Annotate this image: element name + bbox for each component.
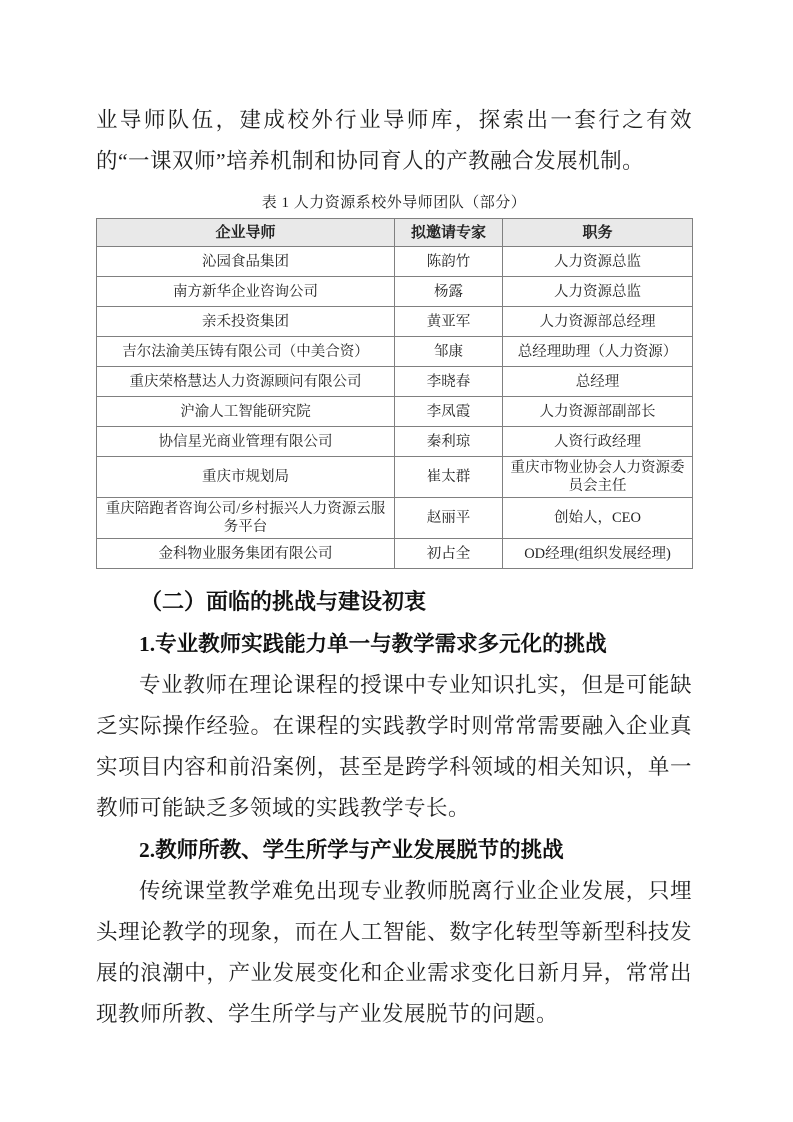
- table-header-row: [97, 219, 693, 247]
- cell-expert: 陈韵竹: [395, 247, 503, 277]
- column-header-title: 职务: [503, 219, 693, 247]
- column-header-company: 企业导师: [97, 219, 395, 247]
- cell-expert: 秦利琼: [395, 427, 503, 457]
- cell-expert: 李凤霞: [395, 397, 503, 427]
- challenge1-paragraph: 专业教师在理论课程的授课中专业知识扎实，但是可能缺乏实际操作经验。在课程的实践教学时则常常需要融入企业真实项目内容和前沿案例，甚至是跨学科领域的相关知识，单一教师可能缺乏多领域的实践教学专长。: [96, 673, 692, 820]
- challenge2-heading: 2.教师所教、学生所学与产业发展脱节的挑战: [139, 838, 564, 862]
- cell-company: 重庆荣格慧达人力资源顾问有限公司: [97, 367, 395, 397]
- cell-title: 人力资源总监: [503, 277, 693, 307]
- cell-company: 重庆陪跑者咨询公司/乡村振兴人力资源云服务平台: [97, 498, 395, 539]
- cell-title: 人力资源总监: [503, 247, 693, 277]
- cell-company: 亲禾投资集团: [97, 307, 395, 337]
- cell-expert: 崔太群: [395, 457, 503, 498]
- cell-company: 金科物业服务集团有限公司: [97, 539, 395, 569]
- table-row: [97, 367, 693, 397]
- column-header-expert: 拟邀请专家: [395, 219, 503, 247]
- table-row: [97, 457, 693, 498]
- cell-company: 沪渝人工智能研究院: [97, 397, 395, 427]
- table-row: [97, 277, 693, 307]
- cell-expert: 杨露: [395, 277, 503, 307]
- table-row: [97, 539, 693, 569]
- cell-expert: 赵丽平: [395, 498, 503, 539]
- cell-company: 重庆市规划局: [97, 457, 395, 498]
- table-row: [97, 307, 693, 337]
- cell-title: 总经理: [503, 367, 693, 397]
- cell-title: 人力资源部总经理: [503, 307, 693, 337]
- table-caption: 表 1 人力资源系校外导师团队（部分）: [261, 195, 527, 211]
- cell-title: 人资行政经理: [503, 427, 693, 457]
- cell-expert: 李晓春: [395, 367, 503, 397]
- cell-title: 总经理助理（人力资源）: [503, 337, 693, 367]
- cell-company: 沁园食品集团: [97, 247, 395, 277]
- table-row: [97, 427, 693, 457]
- table-row: [97, 247, 693, 277]
- cell-title: 重庆市物业协会人力资源委员会主任: [503, 457, 693, 498]
- challenge2-paragraph: 传统课堂教学难免出现专业教师脱离行业企业发展，只埋头理论教学的现象，而在人工智能、数字化转型等新型科技发展的浪潮中，产业发展变化和企业需求变化日新月异，常常出现教师所教、学生所学与产业发展脱节的问题。: [96, 879, 692, 1026]
- cell-expert: 初占全: [395, 539, 503, 569]
- cell-title: 创始人，CEO: [503, 498, 693, 539]
- challenge1-heading: 1.专业教师实践能力单一与教学需求多元化的挑战: [139, 632, 607, 656]
- table-row: [97, 498, 693, 539]
- cell-company: 协信星光商业管理有限公司: [97, 427, 395, 457]
- section-heading: （二）面临的挑战与建设初衷: [140, 589, 427, 614]
- cell-expert: 黄亚军: [395, 307, 503, 337]
- mentor-table: [96, 218, 693, 569]
- cell-company: 南方新华企业咨询公司: [97, 277, 395, 307]
- cell-title: OD经理(组织发展经理): [503, 539, 693, 569]
- cell-company: 吉尔法渝美压铸有限公司（中美合资）: [97, 337, 395, 367]
- cell-title: 人力资源部副部长: [503, 397, 693, 427]
- table-row: [97, 337, 693, 367]
- table-row: [97, 397, 693, 427]
- intro-paragraph: 业导师队伍，建成校外行业导师库，探索出一套行之有效的“一课双师”培养机制和协同育人的产教融合发展机制。: [96, 108, 692, 173]
- cell-expert: 邹康: [395, 337, 503, 367]
